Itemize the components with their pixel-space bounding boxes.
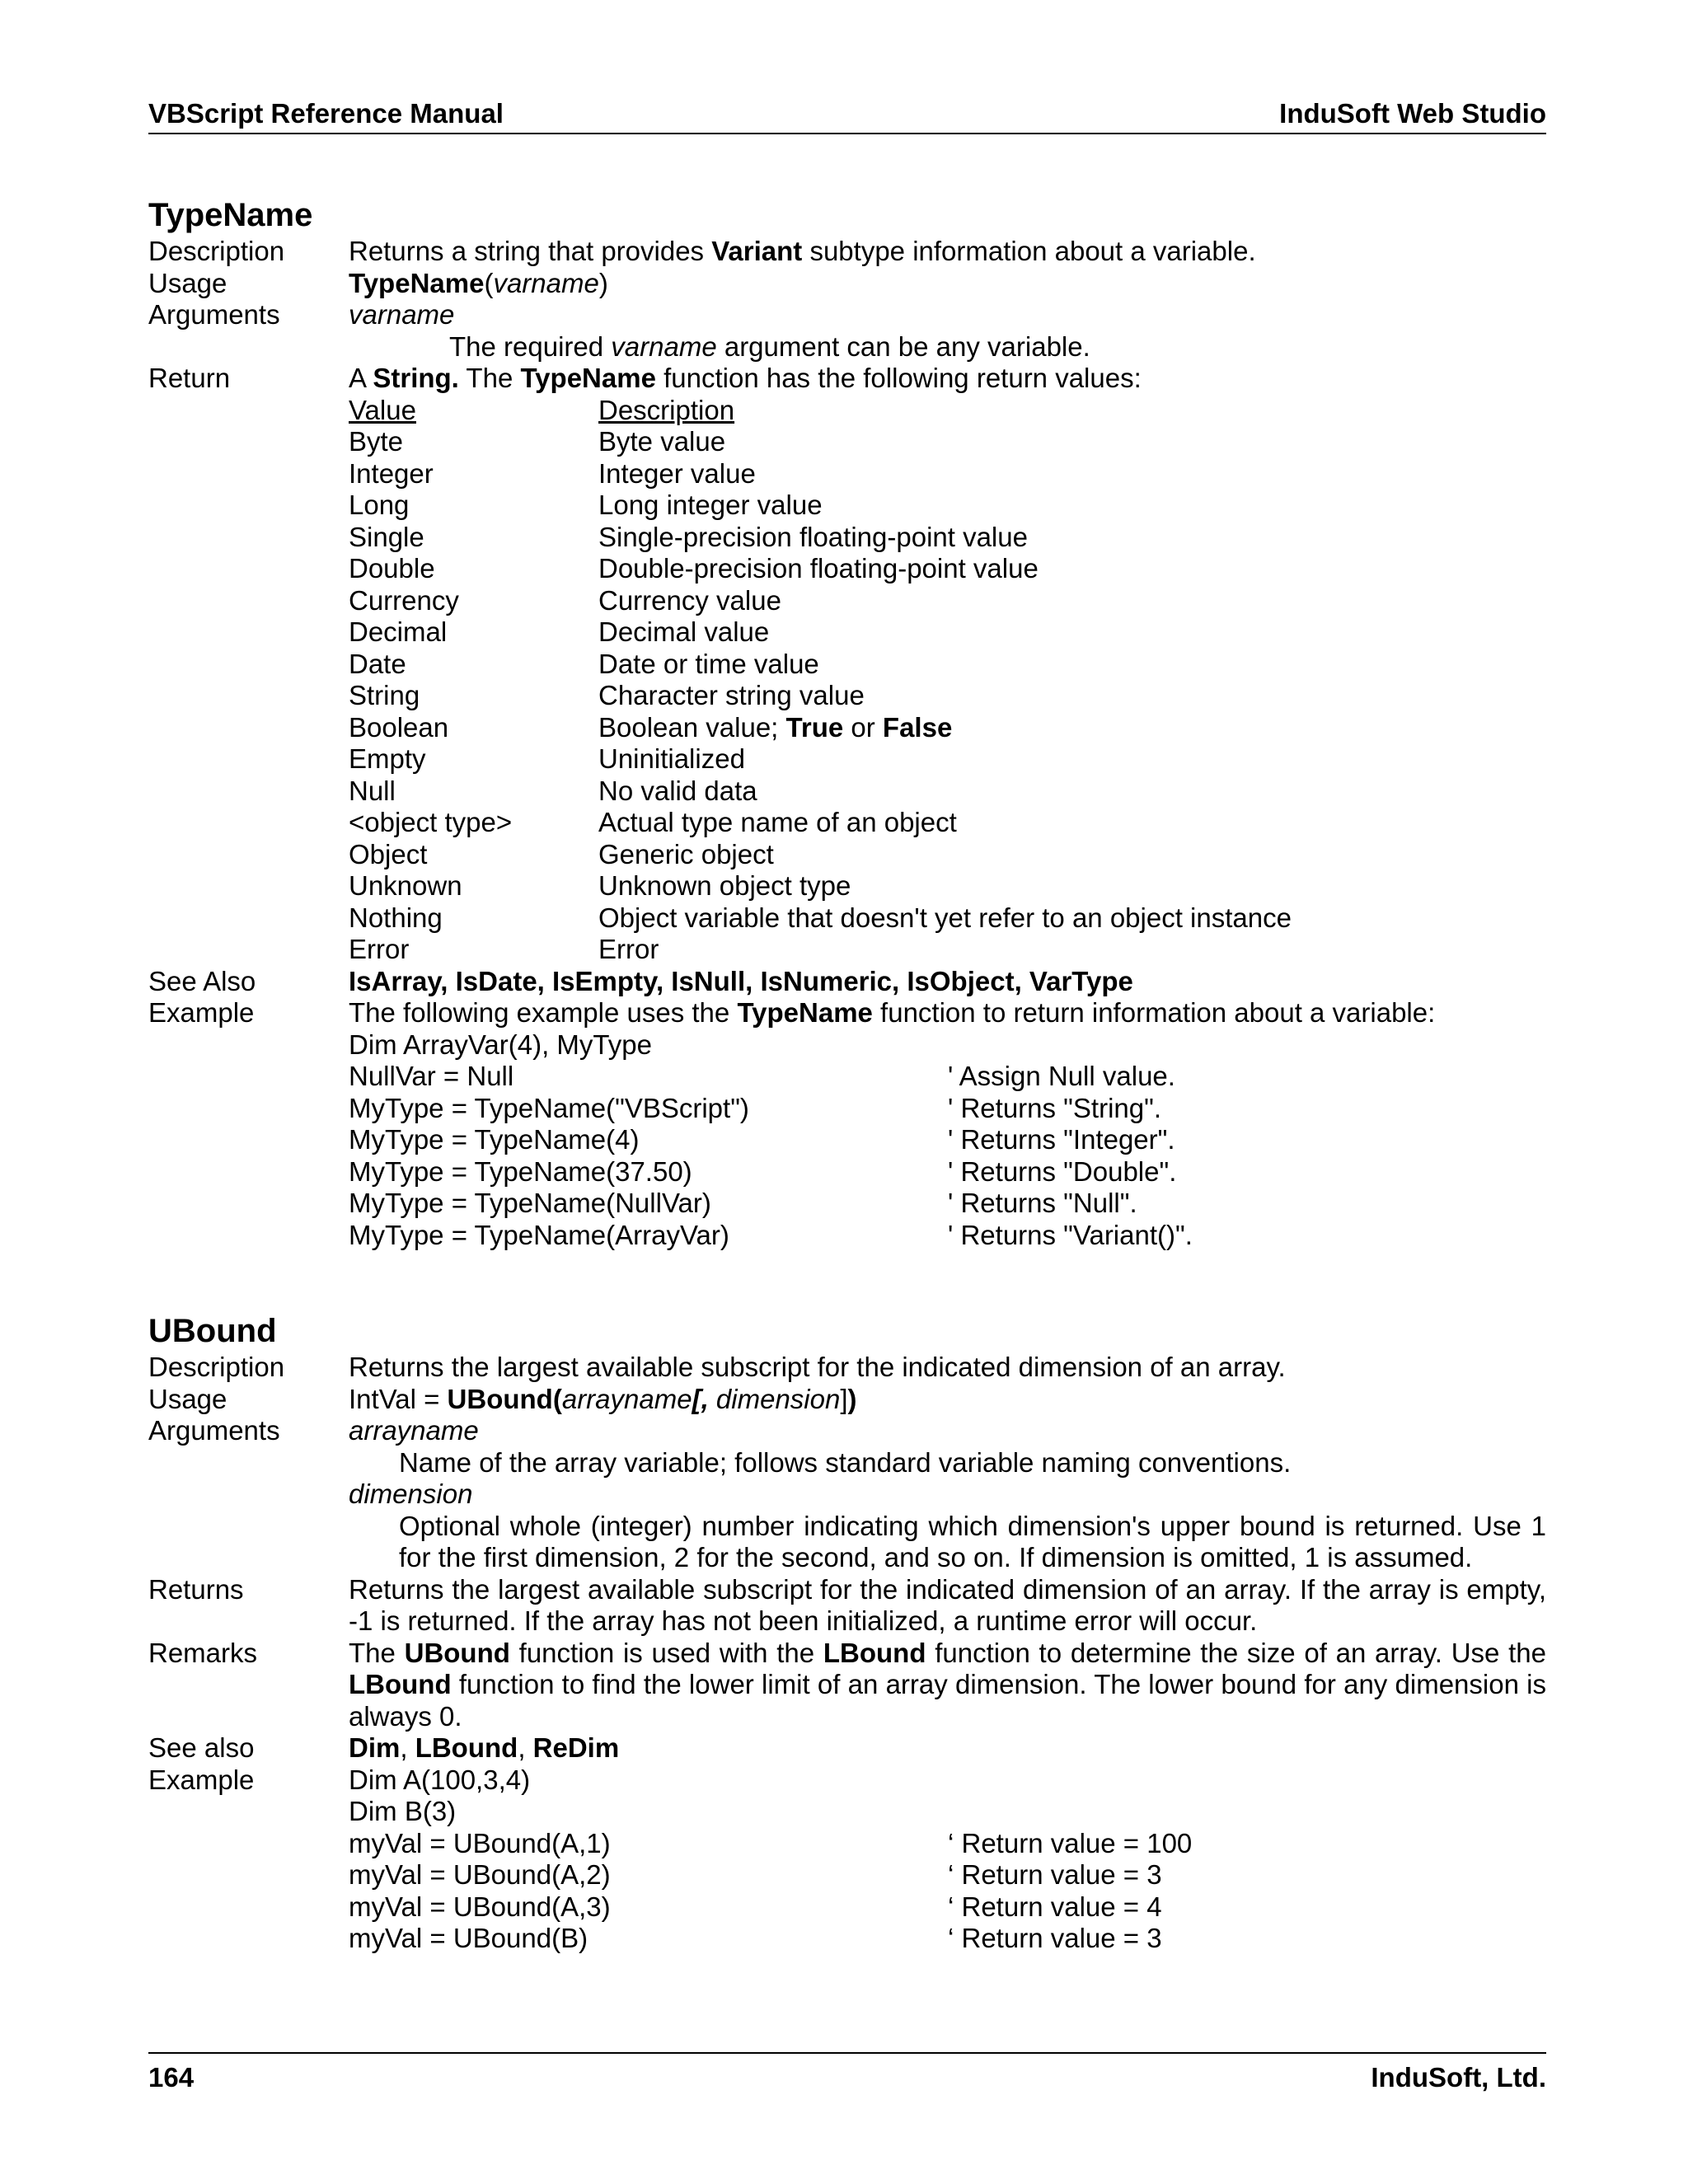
code-line: Dim A(100,3,4) bbox=[349, 1764, 531, 1795]
code-line bbox=[349, 1093, 1546, 1125]
table-row bbox=[349, 712, 1546, 744]
code-comment: ' Returns "Double". bbox=[948, 1155, 1177, 1187]
ubound-usage bbox=[349, 1384, 1546, 1416]
function-name: TypeName bbox=[520, 363, 656, 393]
ubound-remarks-row bbox=[148, 1638, 1546, 1733]
see-also-label: See Also bbox=[148, 965, 256, 996]
text: The required bbox=[449, 330, 612, 362]
typename-usage bbox=[349, 268, 1546, 300]
page-header bbox=[148, 96, 1546, 134]
code-line bbox=[349, 1859, 1546, 1891]
code-statement: myVal = UBound(A,2) bbox=[349, 1859, 611, 1890]
value-cell: Object bbox=[349, 838, 428, 869]
page-footer bbox=[148, 2052, 1546, 2095]
table-row bbox=[349, 649, 1546, 681]
value-cell: Long bbox=[349, 490, 410, 520]
description-cell: Date or time value bbox=[598, 648, 819, 679]
description-cell: Single-precision floating-point value bbox=[598, 521, 1028, 552]
description-cell: Object variable that doesn't yet refer to an object instance bbox=[598, 902, 1292, 933]
text: subtype information about a variable. bbox=[802, 236, 1256, 266]
false-keyword: False bbox=[882, 711, 953, 743]
ubound-description-row bbox=[148, 1352, 1546, 1384]
description-cell: Generic object bbox=[598, 838, 774, 869]
value-column-header: Value bbox=[349, 394, 416, 425]
value-cell: Null bbox=[349, 775, 396, 806]
separator: , bbox=[518, 1732, 533, 1763]
code-statement: MyType = TypeName("VBScript") bbox=[349, 1092, 749, 1123]
description-cell: Byte value bbox=[598, 426, 726, 457]
value-cell: Double bbox=[349, 553, 435, 583]
description-cell: Currency value bbox=[598, 584, 781, 616]
table-row bbox=[349, 776, 1546, 808]
code-comment: ‘ Return value = 100 bbox=[948, 1827, 1193, 1858]
manual-title: VBScript Reference Manual bbox=[148, 98, 504, 129]
table-row bbox=[349, 680, 1546, 712]
description-label: Description bbox=[148, 236, 285, 266]
text: A bbox=[349, 363, 373, 393]
arguments-label: Arguments bbox=[148, 299, 280, 330]
typename-title: TypeName bbox=[148, 197, 313, 233]
code-comment: ‘ Return value = 4 bbox=[948, 1891, 1162, 1922]
value-cell: <object type> bbox=[349, 807, 513, 837]
typename-return bbox=[349, 363, 1546, 966]
typename-return-row bbox=[148, 363, 1546, 966]
description-cell: Integer value bbox=[598, 457, 756, 489]
see-also-link: Dim bbox=[349, 1732, 401, 1763]
function-name: UBound bbox=[404, 1637, 510, 1668]
argument-ref: varname bbox=[611, 330, 717, 362]
code-line: Dim B(3) bbox=[349, 1796, 457, 1826]
code-statement: myVal = UBound(B) bbox=[349, 1923, 588, 1953]
value-cell: Byte bbox=[349, 426, 404, 457]
description-cell: Actual type name of an object bbox=[598, 807, 957, 837]
code-statement: MyType = TypeName(37.50) bbox=[349, 1155, 692, 1187]
ubound-usage-row bbox=[148, 1384, 1546, 1416]
value-cell: Error bbox=[349, 934, 410, 964]
description-cell: Long integer value bbox=[598, 490, 823, 520]
description-cell: No valid data bbox=[598, 775, 757, 806]
description-cell bbox=[598, 712, 1546, 744]
returns-label: Returns bbox=[148, 1573, 244, 1605]
string-keyword: String. bbox=[373, 363, 459, 393]
bracket: [, bbox=[692, 1383, 709, 1414]
bracket: ] bbox=[840, 1383, 848, 1414]
code-comment: ' Returns "Null". bbox=[948, 1188, 1137, 1218]
value-cell: Integer bbox=[349, 457, 434, 489]
paren: ) bbox=[847, 1383, 857, 1414]
code-line: Dim ArrayVar(4), MyType bbox=[349, 1029, 652, 1060]
text: function is used with the bbox=[509, 1637, 823, 1668]
code-line bbox=[349, 1220, 1546, 1252]
function-name: LBound bbox=[349, 1669, 452, 1699]
product-name: InduSoft Web Studio bbox=[1279, 98, 1546, 129]
value-cell: Single bbox=[349, 521, 424, 552]
example-label: Example bbox=[148, 997, 255, 1028]
code-statement: MyType = TypeName(4) bbox=[349, 1124, 640, 1155]
usage-label: Usage bbox=[148, 1383, 227, 1414]
function-name: TypeName bbox=[737, 997, 873, 1028]
page-number: 164 bbox=[148, 2062, 195, 2093]
table-row bbox=[349, 807, 1546, 839]
text: Boolean value; bbox=[598, 711, 786, 743]
ubound-section bbox=[148, 1310, 1546, 1955]
text: argument can be any variable. bbox=[716, 330, 1090, 362]
code-comment: ‘ Return value = 3 bbox=[948, 1923, 1162, 1953]
true-keyword: True bbox=[785, 711, 844, 743]
value-cell: Date bbox=[349, 648, 406, 679]
code-statement: MyType = TypeName(ArrayVar) bbox=[349, 1219, 729, 1250]
description-cell: Unknown object type bbox=[598, 870, 851, 901]
text: function has the following return values: bbox=[655, 363, 1142, 393]
ubound-title: UBound bbox=[148, 1313, 277, 1349]
table-row bbox=[349, 522, 1546, 554]
code-line bbox=[349, 1923, 1546, 1955]
table-row bbox=[349, 490, 1546, 522]
code-comment: ' Returns "Variant()". bbox=[948, 1219, 1193, 1250]
argument-name: arrayname bbox=[561, 1383, 692, 1414]
description-cell: Error bbox=[598, 934, 659, 964]
table-row bbox=[349, 934, 1546, 966]
function-name: LBound bbox=[823, 1637, 926, 1668]
see-also-links: IsArray, IsDate, IsEmpty, IsNull, IsNumeric, IsObject, VarType bbox=[349, 965, 1133, 996]
code-line bbox=[349, 1124, 1546, 1156]
text: function to find the lower limit of an array dimension. The lower bound for any dimension is always 0. bbox=[349, 1669, 1546, 1732]
function-name: TypeName bbox=[349, 267, 485, 298]
argument-name: dimension bbox=[708, 1383, 841, 1414]
table-row bbox=[349, 743, 1546, 776]
table-row bbox=[349, 458, 1546, 490]
text: The bbox=[458, 363, 521, 393]
code-comment: ‘ Return value = 3 bbox=[948, 1859, 1162, 1890]
table-row bbox=[349, 616, 1546, 649]
code-statement: myVal = UBound(A,3) bbox=[349, 1891, 611, 1922]
code-line bbox=[349, 1188, 1546, 1220]
table-row bbox=[349, 839, 1546, 871]
typename-arguments bbox=[349, 299, 1546, 363]
typename-description-row bbox=[148, 236, 1546, 268]
table-row bbox=[349, 870, 1546, 902]
return-label: Return bbox=[148, 363, 231, 393]
code-comment: ' Returns "Integer". bbox=[948, 1124, 1175, 1155]
table-row bbox=[349, 426, 1546, 458]
typename-example bbox=[349, 997, 1546, 1251]
separator: , bbox=[400, 1732, 415, 1763]
value-cell: Nothing bbox=[349, 902, 443, 933]
text: The bbox=[349, 1637, 405, 1668]
code-line bbox=[349, 1156, 1546, 1188]
arguments-label: Arguments bbox=[148, 1415, 280, 1446]
table-row bbox=[349, 553, 1546, 585]
description-cell: Uninitialized bbox=[598, 743, 745, 774]
description-cell: Character string value bbox=[598, 680, 865, 710]
typename-usage-row bbox=[148, 268, 1546, 300]
example-label: Example bbox=[148, 1764, 255, 1795]
variant-keyword: Variant bbox=[711, 236, 803, 266]
text: Returns a string that provides bbox=[349, 236, 712, 266]
typename-section bbox=[148, 194, 1546, 1251]
argument-description: Optional whole (integer) number indicating which dimension's upper bound is returned. Use 1 for the first dimension, 2 for the second, and so on. If dimension is omitted, 1 is assumed. bbox=[399, 1510, 1546, 1572]
table-row bbox=[349, 902, 1546, 935]
argument-description: Name of the array variable; follows standard variable naming conventions. bbox=[399, 1446, 1292, 1478]
description-cell: Decimal value bbox=[598, 616, 770, 647]
ubound-description: Returns the largest available subscript for the indicated dimension of an array. bbox=[349, 1352, 1286, 1382]
description-column-header: Description bbox=[598, 394, 735, 425]
paren: ( bbox=[484, 267, 494, 298]
code-statement: myVal = UBound(A,1) bbox=[349, 1827, 611, 1858]
typename-example-row bbox=[148, 997, 1546, 1251]
see-also-links bbox=[349, 1732, 1546, 1765]
description-label: Description bbox=[148, 1352, 285, 1382]
code-line bbox=[349, 1891, 1546, 1924]
argument-name: varname bbox=[493, 267, 599, 298]
value-cell: Currency bbox=[349, 584, 459, 616]
return-intro bbox=[349, 363, 1546, 395]
typename-description bbox=[349, 236, 1546, 268]
ubound-arguments bbox=[349, 1415, 1546, 1574]
argument-name: varname bbox=[349, 299, 455, 330]
function-name: UBound( bbox=[447, 1383, 562, 1414]
ubound-remarks bbox=[349, 1638, 1546, 1733]
value-cell: Boolean bbox=[349, 711, 449, 743]
text: function to determine the size of an array. Use the bbox=[926, 1637, 1546, 1668]
code-line bbox=[349, 1828, 1546, 1860]
text: IntVal = bbox=[349, 1383, 448, 1414]
code-statement: NullVar = Null bbox=[349, 1061, 514, 1091]
example-intro bbox=[349, 997, 1546, 1029]
see-also-link: ReDim bbox=[532, 1732, 620, 1763]
company-name: InduSoft, Ltd. bbox=[1371, 2062, 1546, 2093]
text: The following example uses the bbox=[349, 997, 738, 1028]
value-cell: Decimal bbox=[349, 616, 448, 647]
typename-arguments-row bbox=[148, 299, 1546, 363]
value-cell: Unknown bbox=[349, 870, 462, 901]
table-row bbox=[349, 585, 1546, 617]
text: or bbox=[843, 711, 883, 743]
typename-see-also-row bbox=[148, 966, 1546, 998]
argument-name: arrayname bbox=[349, 1415, 479, 1446]
remarks-label: Remarks bbox=[148, 1637, 258, 1668]
return-table-header bbox=[349, 395, 1546, 427]
description-cell: Double-precision floating-point value bbox=[598, 553, 1039, 583]
argument-description bbox=[349, 331, 1546, 363]
code-statement: MyType = TypeName(NullVar) bbox=[349, 1188, 711, 1218]
value-cell: Empty bbox=[349, 743, 426, 774]
paren: ) bbox=[598, 267, 608, 298]
text: function to return information about a variable: bbox=[872, 997, 1436, 1028]
code-comment: ' Returns "String". bbox=[948, 1092, 1161, 1123]
see-also-link: LBound bbox=[415, 1732, 518, 1763]
see-also-label: See also bbox=[148, 1732, 255, 1763]
usage-label: Usage bbox=[148, 267, 227, 298]
code-comment: ' Assign Null value. bbox=[948, 1061, 1175, 1091]
argument-name: dimension bbox=[349, 1479, 473, 1509]
ubound-returns-row bbox=[148, 1574, 1546, 1638]
code-line bbox=[349, 1061, 1546, 1093]
ubound-arguments-row bbox=[148, 1415, 1546, 1574]
ubound-example bbox=[349, 1765, 1546, 1955]
ubound-returns: Returns the largest available subscript for the indicated dimension of an array. If the array is empty, -1 is returned. If the array has not been initialized, a runtime error will occur. bbox=[349, 1573, 1546, 1636]
ubound-see-also-row bbox=[148, 1732, 1546, 1765]
ubound-example-row bbox=[148, 1765, 1546, 1955]
value-cell: String bbox=[349, 680, 420, 710]
